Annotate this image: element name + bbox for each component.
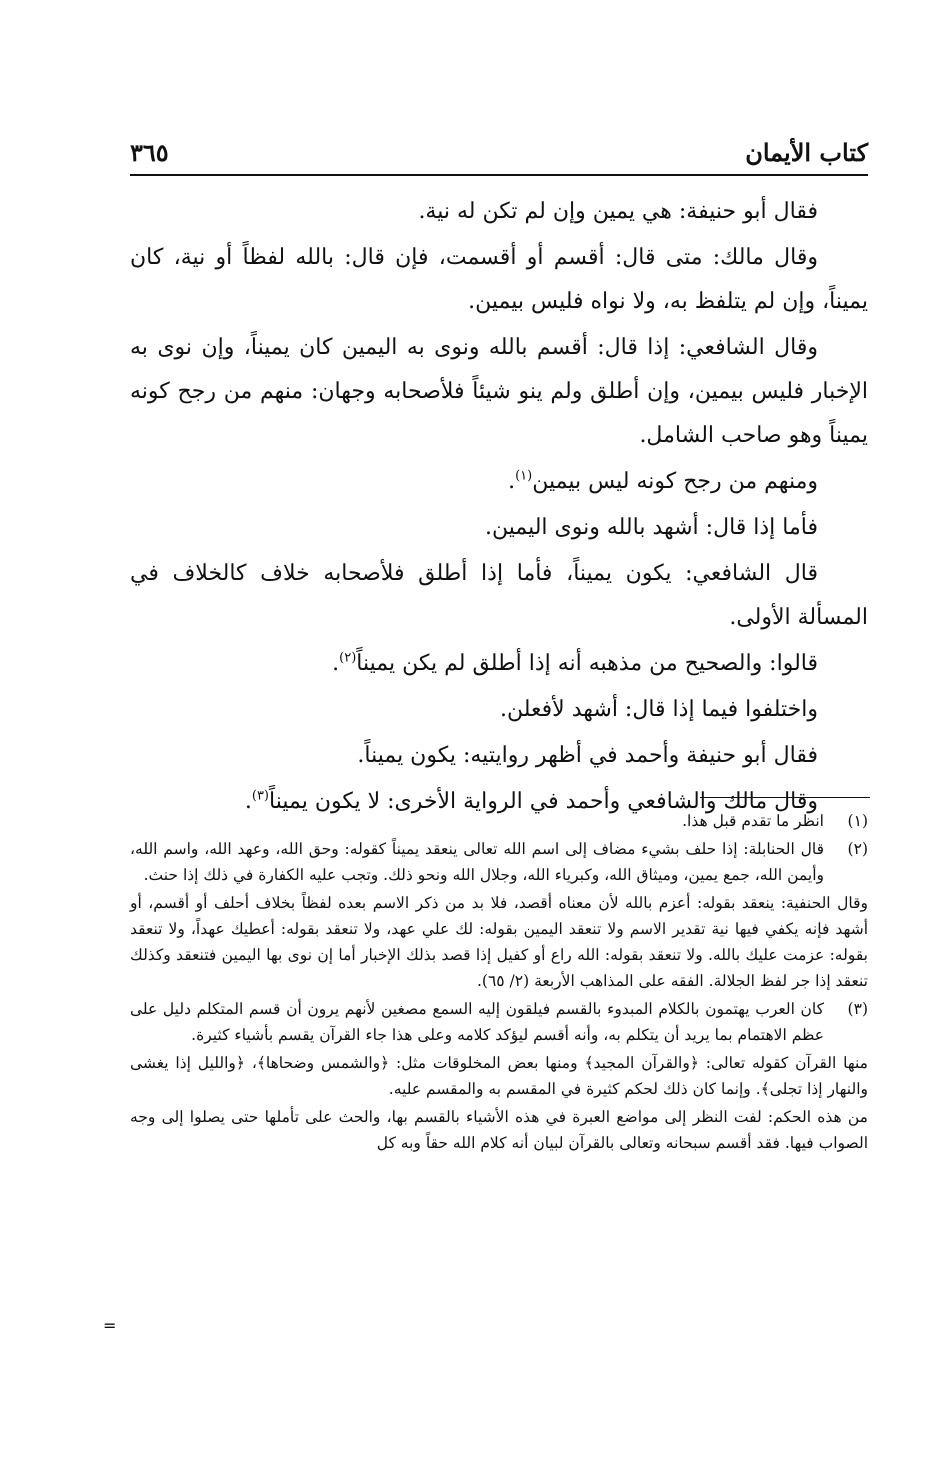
paragraph-7: قالوا: والصحيح من مذهبه أنه إذا أطلق لم يكن يميناً$^{(٢)}$.: [332, 650, 818, 676]
chapter-title: كتاب الأيمان: [745, 138, 868, 167]
footnote-text: وقال الحنفية: ينعقد بقوله: أعزم بالله لأن معناه أقصد، فلا بد من ذكر الاسم بعده لفظاً بخلاف أحلف أو أقسم، أو أشهد فإنه يكفي فيها نية تقدير الاسم ولا تنعقد اليمين بقوله: لك علي عهد، ولا تنعقد بقوله: أعطيك عهداً، ولا تنعقد بقوله: عزمت عليك بالله. ولا تنعقد بقوله: الله راع أو كفيل إذا قصد بذلك الإخبار أما إن نوى بها اليمين فتنعقد وكذلك تنعقد إذا جر لفظ الجلالة. الفقه على المذاهب الأربعة (٢/ ٦٥).: [130, 894, 868, 990]
page-number: ٣٦٥: [130, 138, 169, 167]
paragraph-8: واختلفوا فيما إذا قال: أشهد لأفعلن.: [500, 697, 818, 722]
paragraph-1: فقال أبو حنيفة: هي يمين وإن لم تكن له نية.: [418, 199, 818, 224]
paragraph-7-text: قالوا: والصحيح من مذهبه أنه إذا أطلق لم يكن يميناً: [356, 651, 818, 676]
footnote-text: انظر ما تقدم قبل هذا.: [682, 812, 824, 830]
paragraph-9: فقال أبو حنيفة وأحمد في أظهر روايتيه: يكون يميناً.: [357, 743, 818, 768]
paragraph-3: وقال الشافعي: إذا قال: أقسم بالله ونوى به اليمين كان يميناً، وإن نوى به الإخبار فليس بيمين، وإن أطلق ولم ينو شيئاً فلأصحابه وجهان: منهم من رجح كونه يميناً وهو صاحب الشامل.: [130, 335, 868, 448]
footnote-number: (١): [847, 812, 868, 830]
footnote-text: قال الحنابلة: إذا حلف بشيء مضاف إلى اسم الله تعالى ينعقد يميناً كقوله: وحق الله، وعهد الله، واسم الله، وأيمن الله، جمع يمين، وميثاق الله، وكبرياء الله، وجلال الله ونحو ذلك. وتجب عليه الكفارة في ذلك إذا حنث.: [130, 840, 824, 884]
footnote-2: [130, 836, 868, 888]
paragraph-2: وقال مالك: متى قال: أقسم أو أقسمت، فإن قال: بالله لفظاً أو نية، كان يميناً، وإن لم يتلفظ به، ولا نواه فليس بيمين.: [130, 245, 868, 314]
footnote-ref-2: (٢): [339, 650, 357, 666]
footnote-number: (٣): [847, 1000, 868, 1018]
paragraph-4-text: ومنهم من رجح كونه ليس بيمين: [532, 469, 818, 494]
paragraph-5: فأما إذا قال: أشهد بالله ونوى اليمين.: [484, 515, 818, 540]
main-text: [130, 190, 868, 826]
footnote-1: [130, 808, 868, 834]
footnote-divider: [700, 797, 870, 798]
paragraph-4: ومنهم من رجح كونه ليس بيمين$^{(١)}$.: [508, 468, 818, 494]
footnote-3-continued: [130, 1050, 868, 1156]
continuation-mark: =: [103, 1316, 117, 1335]
footnote-text: من هذه الحكم: لفت النظر إلى مواضع العبرة في هذه الأشياء بالقسم بها، والحث على تأملها حتى يصلوا إلى وجه الصواب فيها. فقد أقسم سبحانه وتعالى بالقرآن لبيان أنه كلام الله حقاً وبه كل: [130, 1108, 868, 1152]
footnote-ref-1: (١): [515, 468, 533, 484]
footnotes: [130, 808, 868, 1158]
paragraph-6: قال الشافعي: يكون يميناً، فأما إذا أطلق فلأصحابه خلاف كالخلاف في المسألة الأولى.: [130, 561, 868, 630]
footnote-text: كان العرب يهتمون بالكلام المبدوء بالقسم فيلقون إليه السمع مصغين لأنهم يرون أن قسم المتكلم دليل على عظم الاهتمام بما يريد أن يتكلم به، وأنه أقسم ليؤكد كلامه وعلى هذا جاء القرآن يقسم بأشياء كثيرة.: [130, 1000, 824, 1044]
footnote-3: [130, 996, 868, 1048]
footnote-ref-3: (٣): [251, 788, 269, 804]
footnote-text: منها القرآن كقوله تعالى: ﴿والقرآن المجيد﴾ ومنها بعض المخلوقات مثل: ﴿والشمس وضحاها﴾، ﴿والليل إذا يغشى والنهار إذا تجلى﴾. وإنما كان ذلك لحكم كثيرة في المقسم به والمقسم عليه.: [130, 1054, 868, 1098]
paragraph-10-text: وقال مالك والشافعي وأحمد في الرواية الأخرى: لا يكون يميناً: [269, 789, 818, 814]
footnote-2-continued: [130, 890, 868, 994]
page-header: [130, 138, 868, 176]
footnote-number: (٢): [847, 840, 868, 858]
paragraph-10: وقال مالك والشافعي وأحمد في الرواية الأخرى: لا يكون يميناً$^{(٣)}$.: [244, 788, 818, 814]
